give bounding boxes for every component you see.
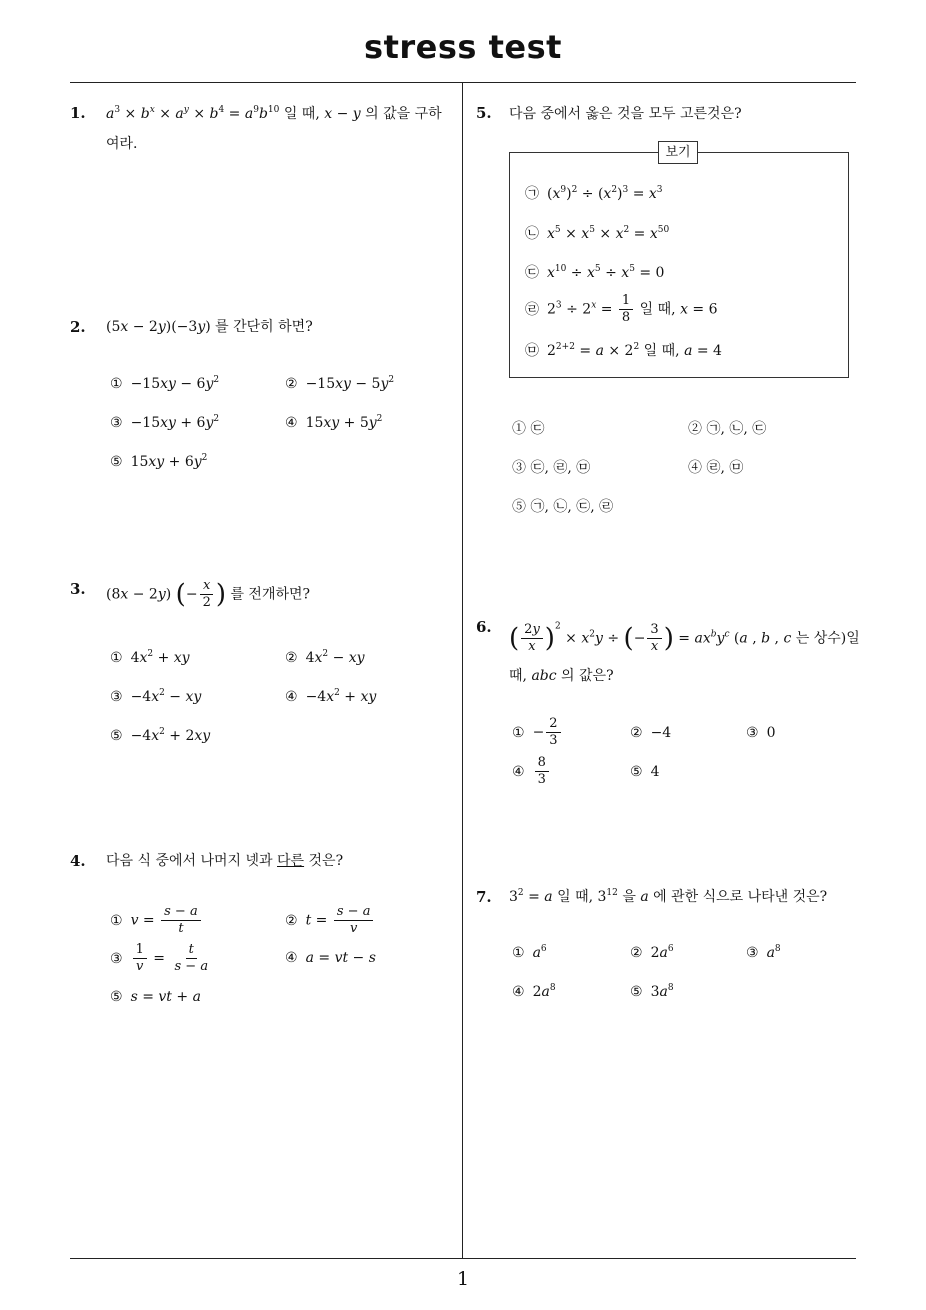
question-1-text: $a^3 \times b^x \times a^y \times b^4 = a^9b^{10}$ 일 때, x − y 의 값을 구하 여라. [106, 105, 442, 152]
question-7-option-2[interactable]: ② $2a^6$ [630, 944, 674, 961]
footer-rule [70, 1258, 856, 1259]
question-3-option-1[interactable]: ① $4x^2$ + xy [110, 649, 190, 666]
question-4-option-5[interactable]: ⑤ s = vt + a [110, 989, 201, 1005]
question-7-number: 7. [476, 888, 492, 906]
header-rule [70, 82, 856, 83]
question-2-option-2[interactable]: ② $-15xy - 5y^2$ [285, 375, 395, 392]
question-3-number: 3. [70, 580, 86, 598]
question-5-option-5[interactable]: ⑤ ㉠, ㉡, ㉢, ㉣ [512, 499, 614, 515]
question-3-option-4[interactable]: ④ $-4x^2$ + xy [285, 688, 377, 705]
question-6-option-2[interactable]: ② −4 [630, 725, 672, 741]
question-6-text-line-1: ( $\frac{2y}{x}$ )$^2 \times x^2y$ ÷ (− $\frac{3}{x}$ ) = $ax^by^c$ (a , b , c 는 상수)일 [509, 621, 860, 654]
question-5-option-4[interactable]: ④ ㉣, ㉤ [688, 460, 744, 476]
question-3-text: (8x − 2y) (− $\frac{x}{2}$ ) 를 전개하면? [106, 578, 311, 610]
question-7-option-5[interactable]: ⑤ $3a^8$ [630, 983, 674, 1000]
example-item-2: ㉡ $x^5 \times x^5 \times x^2 = x^{50}$ [525, 225, 670, 242]
question-4-underlined-word: 다른 [277, 853, 305, 869]
question-7-option-1[interactable]: ① $a^6$ [512, 944, 547, 961]
question-6-option-3[interactable]: ③ 0 [746, 725, 776, 741]
question-3-option-3[interactable]: ③ $-4x^2$ − xy [110, 688, 202, 705]
question-2-number: 2. [70, 318, 86, 336]
question-2-text: (5x − 2y)(−3y) 를 간단히 하면? [106, 319, 313, 335]
question-6-option-5[interactable]: ⑤ 4 [630, 764, 660, 780]
question-4-option-3[interactable]: ③ $\frac{1}{v}$ = $\frac{t}{s - a}$ [110, 942, 209, 974]
question-2-option-3[interactable]: ③ $-15xy + 6y^2$ [110, 414, 220, 431]
question-6-option-4[interactable]: ④ $\frac{8}{3}$ [512, 755, 551, 788]
question-7-option-3[interactable]: ③ $a^8$ [746, 944, 781, 961]
example-box-label: 보기 [658, 141, 698, 164]
question-1-number: 1. [70, 104, 86, 122]
question-6-text-line-2: 때, abc 의 값은? [509, 668, 614, 684]
page-number: 1 [456, 1268, 470, 1290]
question-2-option-5[interactable]: ⑤ $15xy + 6y^2$ [110, 453, 208, 470]
question-4-text: 다음 식 중에서 나머지 넷과 다른 것은? [106, 853, 344, 869]
question-5-option-3[interactable]: ③ ㉢, ㉣, ㉤ [512, 460, 591, 476]
question-4-option-1[interactable]: ① v = $\frac{s - a}{t}$ [110, 904, 203, 937]
question-5-number: 5. [476, 104, 492, 122]
question-6-option-1[interactable]: ① − $\frac{2}{3}$ [512, 716, 563, 749]
question-2-option-1[interactable]: ① $-15xy - 6y^2$ [110, 375, 220, 392]
question-5-option-1[interactable]: ① ㉢ [512, 421, 545, 437]
example-item-5: ㉤ $2^{2+2} = a \times 2^2$ 일 때, a = 4 [525, 342, 722, 359]
question-4-option-2[interactable]: ② t = $\frac{s - a}{v}$ [285, 904, 375, 937]
example-item-3: ㉢ $x^{10} \div x^5 \div x^5 = 0$ [525, 264, 665, 281]
question-3-option-2[interactable]: ② $4x^2$ − xy [285, 649, 365, 666]
question-5-option-2[interactable]: ② ㉠, ㉡, ㉢ [688, 421, 767, 437]
page-title: stress test [364, 28, 562, 66]
question-7-text: $3^2 = a$ 일 때, $3^{12}$ 을 a 에 관한 식으로 나타낸 것은? [509, 888, 828, 905]
example-item-4: ㉣ $2^3 \div 2^x$ = $\frac{1}{8}$ 일 때, x = 6 [525, 293, 718, 325]
question-3-option-5[interactable]: ⑤ $-4x^2 + 2xy$ [110, 727, 211, 744]
column-divider [462, 83, 463, 1258]
question-4-option-4[interactable]: ④ a = vt − s [285, 950, 376, 966]
question-7-option-4[interactable]: ④ $2a^8$ [512, 983, 556, 1000]
question-5-text: 다음 중에서 옳은 것을 모두 고른것은? [509, 106, 742, 122]
question-2-option-4[interactable]: ④ $15xy + 5y^2$ [285, 414, 383, 431]
example-item-1: ㉠ $(x^9)^2 \div (x^2)^3 = x^3$ [525, 185, 663, 202]
question-6-number: 6. [476, 618, 492, 636]
question-4-number: 4. [70, 852, 86, 870]
